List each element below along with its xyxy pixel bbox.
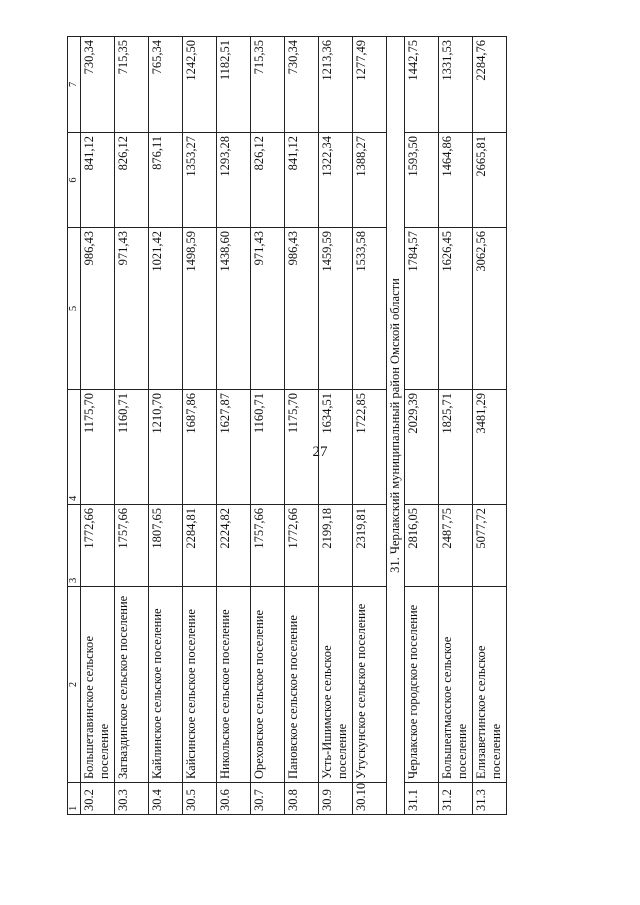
settlement-name: Ореховское сельское поселение	[251, 587, 285, 783]
row-index: 30.9	[319, 783, 353, 815]
value-cell: 1626,45	[439, 228, 473, 390]
value-cell: 1438,60	[217, 228, 251, 390]
value-cell: 1182,51	[217, 37, 251, 133]
value-cell: 730,34	[81, 37, 115, 133]
value-cell: 986,43	[81, 228, 115, 390]
header-cell: 6	[68, 133, 81, 228]
table-row	[149, 37, 183, 815]
table-row	[439, 37, 473, 815]
header-row	[68, 37, 81, 815]
value-cell: 1293,28	[217, 133, 251, 228]
section-title: 31. Черлакский муниципальный район Омской области	[387, 37, 405, 815]
value-cell: 1277,49	[353, 37, 387, 133]
row-index: 30.8	[285, 783, 319, 815]
value-cell: 2816,05	[405, 505, 439, 587]
value-cell: 3481,29	[473, 390, 507, 505]
header-cell: 7	[68, 37, 81, 133]
value-cell: 2665,81	[473, 133, 507, 228]
value-cell: 1722,85	[353, 390, 387, 505]
header-cell: 1	[68, 783, 81, 815]
value-cell: 1687,86	[183, 390, 217, 505]
tariff-table	[67, 36, 507, 815]
value-cell: 971,43	[115, 228, 149, 390]
value-cell: 2199,18	[319, 505, 353, 587]
table-row	[217, 37, 251, 815]
value-cell: 1627,87	[217, 390, 251, 505]
row-index: 31.3	[473, 783, 507, 815]
value-cell: 1213,36	[319, 37, 353, 133]
value-cell: 1825,71	[439, 390, 473, 505]
value-cell: 1175,70	[285, 390, 319, 505]
settlement-name: Черлакское городское поселение	[405, 587, 439, 783]
table-row	[319, 37, 353, 815]
table-row	[353, 37, 387, 815]
page-number: 27	[312, 444, 328, 460]
value-cell: 3062,56	[473, 228, 507, 390]
value-cell: 715,35	[115, 37, 149, 133]
value-cell: 1593,50	[405, 133, 439, 228]
settlement-name: Никольское сельское поселение	[217, 587, 251, 783]
value-cell: 1353,27	[183, 133, 217, 228]
row-index: 31.1	[405, 783, 439, 815]
value-cell: 1021,42	[149, 228, 183, 390]
value-cell: 971,43	[251, 228, 285, 390]
header-cell: 3	[68, 505, 81, 587]
value-cell: 1331,53	[439, 37, 473, 133]
value-cell: 1175,70	[81, 390, 115, 505]
row-index: 30.5	[183, 783, 217, 815]
settlement-name: Большетавинское сельское поселение	[81, 587, 115, 783]
value-cell: 765,34	[149, 37, 183, 133]
table-row	[473, 37, 507, 815]
row-index: 30.3	[115, 783, 149, 815]
value-cell: 2487,75	[439, 505, 473, 587]
settlement-name: Пановское сельское поселение	[285, 587, 319, 783]
row-index: 30.10	[353, 783, 387, 815]
settlement-name: Усть-Ишимское сельское поселение	[319, 587, 353, 783]
value-cell: 2224,82	[217, 505, 251, 587]
value-cell: 1772,66	[285, 505, 319, 587]
value-cell: 1442,75	[405, 37, 439, 133]
value-cell: 1459,59	[319, 228, 353, 390]
rotated-table-container	[67, 37, 573, 815]
section-row	[387, 37, 405, 815]
value-cell: 826,12	[115, 133, 149, 228]
value-cell: 1464,86	[439, 133, 473, 228]
value-cell: 2029,39	[405, 390, 439, 505]
settlement-name: Елизаветинское сельское поселение	[473, 587, 507, 783]
row-index: 30.4	[149, 783, 183, 815]
settlement-name: Кайлинское сельское поселение	[149, 587, 183, 783]
settlement-name: Кайсинское сельское поселение	[183, 587, 217, 783]
value-cell: 841,12	[285, 133, 319, 228]
table-row	[81, 37, 115, 815]
value-cell: 1160,71	[251, 390, 285, 505]
value-cell: 1322,34	[319, 133, 353, 228]
value-cell: 1242,50	[183, 37, 217, 133]
value-cell: 2319,81	[353, 505, 387, 587]
value-cell: 1634,51	[319, 390, 353, 505]
value-cell: 841,12	[81, 133, 115, 228]
table-row	[115, 37, 149, 815]
table-row	[183, 37, 217, 815]
value-cell: 2284,76	[473, 37, 507, 133]
value-cell: 1784,57	[405, 228, 439, 390]
value-cell: 5077,72	[473, 505, 507, 587]
header-cell: 5	[68, 228, 81, 390]
value-cell: 1533,58	[353, 228, 387, 390]
settlement-name: Утускунское сельское поселение	[353, 587, 387, 783]
value-cell: 876,11	[149, 133, 183, 228]
value-cell: 986,43	[285, 228, 319, 390]
value-cell: 1498,59	[183, 228, 217, 390]
value-cell: 1757,66	[251, 505, 285, 587]
value-cell: 2284,81	[183, 505, 217, 587]
value-cell: 1388,27	[353, 133, 387, 228]
settlement-name: Большеатмасское сельское поселение	[439, 587, 473, 783]
row-index: 30.7	[251, 783, 285, 815]
value-cell: 730,34	[285, 37, 319, 133]
row-index: 31.2	[439, 783, 473, 815]
value-cell: 1160,71	[115, 390, 149, 505]
value-cell: 1210,70	[149, 390, 183, 505]
table-row	[251, 37, 285, 815]
value-cell: 1757,66	[115, 505, 149, 587]
row-index: 30.6	[217, 783, 251, 815]
header-cell: 4	[68, 390, 81, 505]
value-cell: 1772,66	[81, 505, 115, 587]
settlement-name: Загваздинское сельское поселение	[115, 587, 149, 783]
table-row	[405, 37, 439, 815]
header-cell: 2	[68, 587, 81, 783]
value-cell: 1807,65	[149, 505, 183, 587]
value-cell: 715,35	[251, 37, 285, 133]
value-cell: 826,12	[251, 133, 285, 228]
row-index: 30.2	[81, 783, 115, 815]
table-row	[285, 37, 319, 815]
